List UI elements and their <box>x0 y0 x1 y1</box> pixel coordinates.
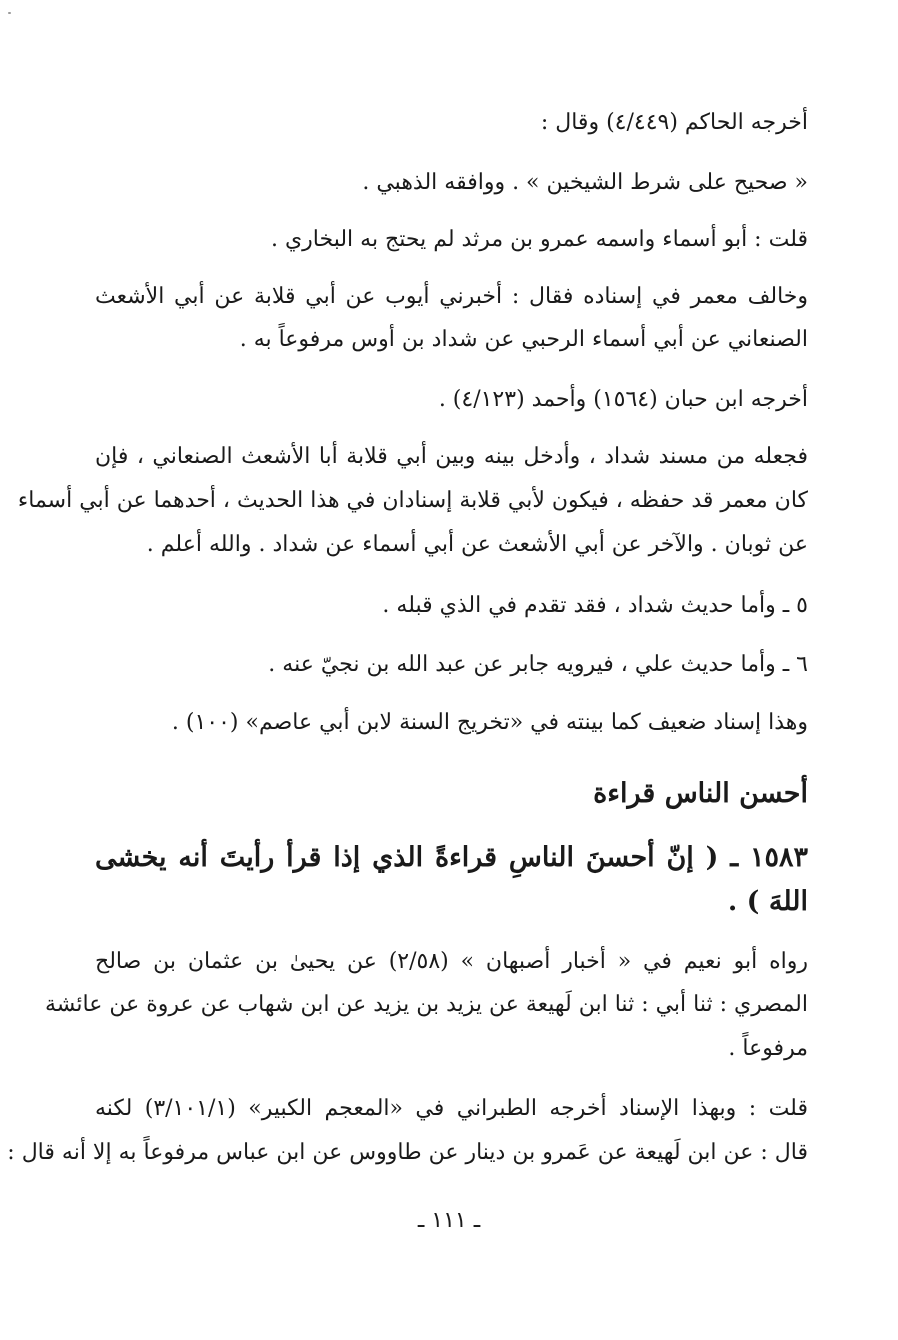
text-line-tabarani-1: قلت : وبهذا الإسناد أخرجه الطبراني في «المعجم الكبير» (٣/١٠١/١) لكنه <box>95 1096 808 1121</box>
text-line-abu-nuaym-3: مرفوعاً . <box>728 1036 808 1061</box>
text-line-abu-nuaym-2: المصري : ثنا أبي : ثنا ابن لَهيعة عن يزيد بن يزيد عن ابن شهاب عن عروة عن عائشة <box>44 992 808 1017</box>
text-line-abu-asma-note: قلت : أبو أسماء واسمه عمرو بن مرثد لم يحتج به البخاري . <box>270 227 808 252</box>
text-line-hakim-quote: « صحيح على شرط الشيخين » . ووافقه الذهبي . <box>362 170 808 195</box>
hadith-text-line-2: اللهَ ) . <box>727 886 808 917</box>
text-line-hadith-ali: ٦ ـ وأما حديث علي ، فيرويه جابر عن عبد الله بن نجيّ عنه . <box>268 652 808 677</box>
text-line-mamar-isnad-2: الصنعاني عن أبي أسماء الرحبي عن شداد بن أوس مرفوعاً به . <box>239 327 808 352</box>
hadith-text-line-1: ١٥٨٣ ـ ( إنّ أحسنَ الناسِ قراءةً الذي إذا قرأ رأيتَ أنه يخشى <box>95 842 808 873</box>
text-line-tabarani-2: قال : عن ابن لَهيعة عن عَمرو بن دينار عن طاووس عن ابن عباس مرفوعاً به إلا أنه قال : <box>7 1140 808 1165</box>
text-line-hadith-shaddad: ٥ ـ وأما حديث شداد ، فقد تقدم في الذي قبله . <box>382 593 808 618</box>
text-line-ibn-hibban-takhrij: أخرجه ابن حبان (١٥٦٤) وأحمد (٤/١٢٣) . <box>438 387 808 412</box>
text-line-isnad-daif: وهذا إسناد ضعيف كما بينته في «تخريج السنة لابن أبي عاصم» (١٠٠) . <box>171 710 808 735</box>
scan-speck <box>8 12 11 14</box>
text-line-hakim-takhrij: أخرجه الحاكم (٤/٤٤٩) وقال : <box>540 110 808 135</box>
text-line-musnad-shaddad-2: كان معمر قد حفظه ، فيكون لأبي قلابة إسنادان في هذا الحديث ، أحدهما عن أبي أسماء <box>17 488 808 513</box>
text-line-musnad-shaddad-3: عن ثوبان . والآخر عن أبي الأشعث عن أبي أسماء عن شداد . والله أعلم . <box>146 532 808 557</box>
page-number: ـ ١١١ ـ <box>417 1208 481 1233</box>
text-line-abu-nuaym-1: رواه أبو نعيم في « أخبار أصبهان » (٢/٥٨) عن يحيىٰ بن عثمان بن صالح <box>95 949 808 974</box>
text-line-musnad-shaddad-1: فجعله من مسند شداد ، وأدخل بينه وبين أبي قلابة أبا الأشعث الصنعاني ، فإن <box>95 444 808 469</box>
text-line-mamar-isnad-1: وخالف معمر في إسناده فقال : أخبرني أيوب عن أبي قلابة عن أبي الأشعث <box>95 284 808 309</box>
section-heading: أحسن الناس قراءة <box>593 778 808 809</box>
